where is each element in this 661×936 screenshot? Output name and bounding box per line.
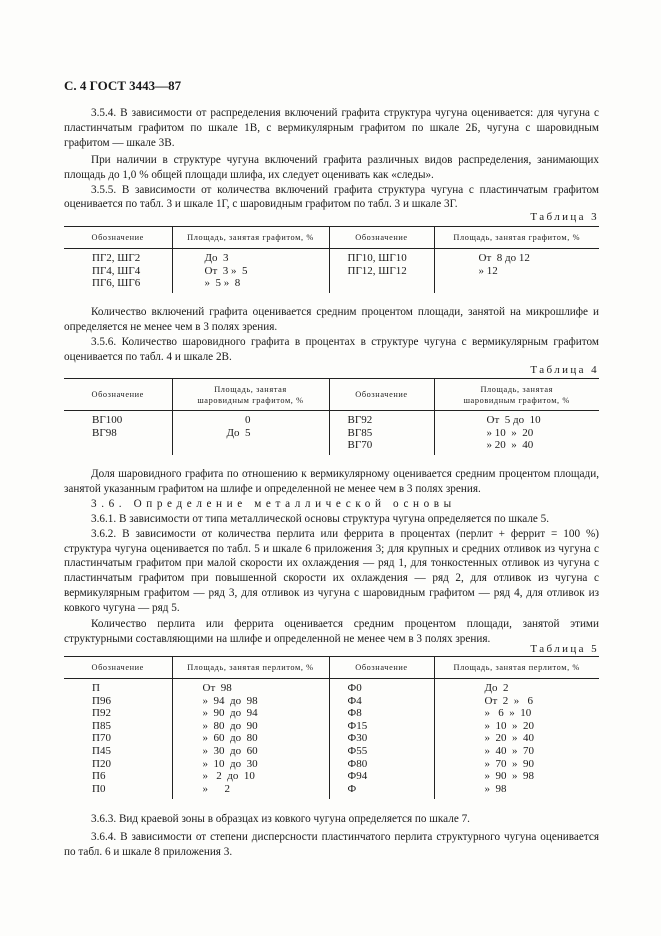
table-5-areas-right: До 2 От 2 » 6 » 6 » 10 » 10 » 20 » 20 » 40 » 40 » 70 » 70 » 90 » 90 » 98 » 98 — [434, 679, 599, 799]
page-header: С. 4 ГОСТ 3443—87 — [64, 78, 182, 93]
paragraph-3-5-4-traces: При наличии в структуре чугуна включений графита различных видов распределения, занимающих площадь до 1,0 % общей площади шлифа, их следует оценивать как «следы». — [64, 153, 599, 181]
table-5-title: Таблица 5 — [530, 643, 599, 655]
table-4-designations-right: ВГ92 ВГ85 ВГ70 — [329, 411, 434, 455]
table-3-header-area-2: Площадь, занятая графитом, % — [434, 227, 599, 249]
table-4-header-area: Площадь, занятая шаровидным графитом, % — [172, 379, 329, 411]
paragraph-spheroidal-share: Доля шаровидного графита по отношению к вермикулярному оценивается средним процентом площади, занятой указанным графитом на шлифе и определенной не менее чем в 3 полях зрения. — [64, 468, 599, 495]
section-after-table-3 — [64, 305, 599, 365]
paragraph-graphite-count: Количество включений графита оценивается средним процентом площади, занятой на микрошлифе и определяется не менее чем в 3 полях зрения. — [64, 306, 599, 333]
table-5-areas-left: От 98 » 94 до 98 » 90 до 94 » 80 до 90 » 60 до 80 » 30 до 60 » 10 до 30 » 2 до 10 » 2 — [172, 679, 329, 799]
table-3-areas-left: До 3 От 3 » 5 » 5 » 8 — [172, 249, 329, 293]
table-3-header-designation-2: Обозначение — [329, 227, 434, 249]
paragraph-3-6-1: 3.6.1. В зависимости от типа металлической основы структура чугуна определяется по шкале 5. — [91, 512, 550, 525]
paragraph-pearlite-count: Количество перлита или феррита оценивается средним процентом площади, занятой этими структурными составляющими на шлифе и определенной не менее чем в 3 полях зрения. — [64, 618, 599, 645]
table-3-header-designation: Обозначение — [64, 227, 172, 249]
table-3 — [64, 226, 599, 293]
paragraph-3-6-4: 3.6.4. В зависимости от степени дисперсности пластинчатого перлита структурного чугуна оценивается по табл. 6 и шкале 8 приложения 3. — [64, 830, 599, 858]
paragraph-3-5-6: 3.5.6. Количество шаровидного графита в процентах в структуре чугуна с вермикулярным графитом оценивается по табл. 4 и шкале 2В. — [64, 335, 599, 363]
table-4-header-designation: Обозначение — [64, 379, 172, 411]
table-4 — [64, 378, 599, 455]
section-3-6-heading: 3.6. Определение металлической основы — [91, 497, 456, 510]
table-3-header-area: Площадь, занятая графитом, % — [172, 227, 329, 249]
table-3-title: Таблица 3 — [530, 211, 599, 223]
table-5 — [64, 656, 599, 799]
table-5-header-designation: Обозначение — [64, 657, 172, 679]
section-3-5-4 — [64, 106, 599, 212]
table-4-areas-right: От 5 до 10 » 10 » 20 » 20 » 40 — [434, 411, 599, 455]
table-4-title: Таблица 4 — [530, 364, 599, 376]
table-5-designations-left: П П96 П92 П85 П70 П45 П20 П6 П0 — [92, 682, 111, 795]
table-4-header-area-2: Площадь, занятая шаровидным графитом, % — [434, 379, 599, 411]
table-3-designations-left: ПГ2, ШГ2 ПГ4, ШГ4 ПГ6, ШГ6 — [92, 252, 141, 290]
paragraph-3-6-2: 3.6.2. В зависимости от количества перлита или феррита в процентах (перлит + феррит = 100 %) структура чугуна оценивается по табл. 5 и шкале 6 приложения 3; для крупных и средних отливок из чугуна с пластинчатым графитом при малой скорости их охлаждения — ряд 1, для тонкостенных отливок из чугуна с пластинчатым графитом при повышенной скорости их охлаждения — ряд 2, для отливок из чугуна с вермикулярным графитом — ряд 3, для отливок из чугуна с шаровидным графитом — ряд 4, для отливок из ковкого чугуна — ряд 5. — [64, 527, 599, 615]
table-5-header-designation-2: Обозначение — [329, 657, 434, 679]
table-4-areas-left: 0 До 5 — [172, 411, 329, 455]
table-3-areas-right: От 8 до 12 » 12 — [434, 249, 599, 293]
paragraph-3-5-4: 3.5.4. В зависимости от распределения включений графита структура чугуна оценивается: для чугуна с пластинчатым графитом по шкале 1В, с вермикулярным графитом по шкале 2Б, чугуна с шаровидным графитом — шкале 3В. — [64, 107, 599, 149]
paragraph-3-5-5: 3.5.5. В зависимости от количества включений графита структура чугуна с пластинчатым графитом оценивается по табл. 3 и шкале 1Г, с шаровидным графитом по табл. 3 и шкале 3Г. — [64, 183, 599, 211]
table-5-header-area-2: Площадь, занятая перлитом, % — [434, 657, 599, 679]
table-5-header-area: Площадь, занятая перлитом, % — [172, 657, 329, 679]
table-3-designations-right: ПГ10, ШГ10 ПГ12, ШГ12 — [329, 249, 434, 293]
section-3-6 — [64, 467, 599, 647]
section-3-6-3 — [64, 812, 599, 860]
table-5-designations-right: Ф0 Ф4 Ф8 Ф15 Ф30 Ф55 Ф80 Ф94 Ф — [329, 679, 434, 799]
table-4-header-designation-2: Обозначение — [329, 379, 434, 411]
paragraph-3-6-3: 3.6.3. Вид краевой зоны в образцах из ковкого чугуна определяется по шкале 7. — [91, 813, 470, 825]
table-4-designations-left: ВГ100 ВГ98 — [92, 414, 123, 439]
